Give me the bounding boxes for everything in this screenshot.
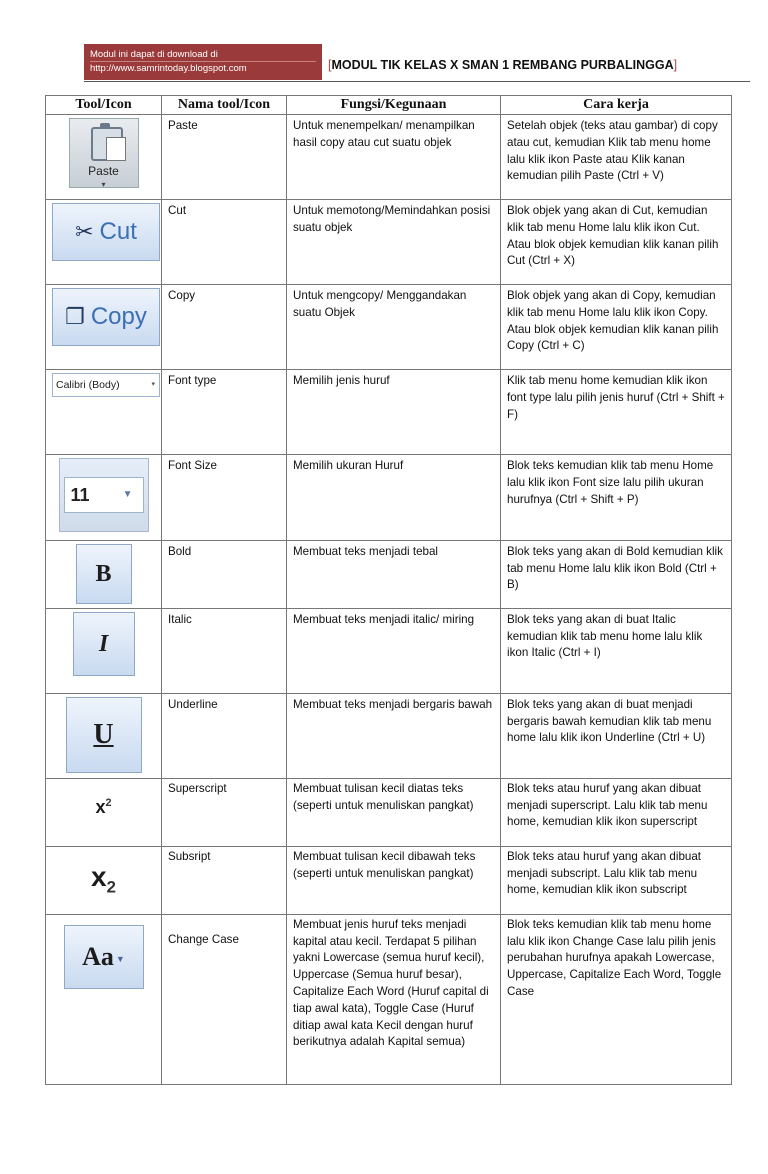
paste-icon-label: Paste [88,164,119,178]
tool-function: Membuat tulisan kecil dibawah teks (seperti untuk menuliskan pangkat) [287,846,501,914]
header-divider [84,81,750,82]
tool-function: Memilih jenis huruf [287,370,501,455]
tool-how-to: Blok objek yang akan di Copy, kemudian klik tab menu Home lalu klik ikon Copy. Atau blok objek kemudian klik kanan pilih Copy (Ctrl + C) [501,285,732,370]
copy-icon [52,288,160,346]
copy-icon-label: Copy [90,303,147,330]
table-row [46,693,732,778]
tool-how-to: Blok teks atau huruf yang akan dibuat menjadi superscript. Lalu klik tab menu home, kemudian klik ikon superscript [501,778,732,846]
table-row [46,370,732,455]
tool-name: Italic [162,608,287,693]
table-row [46,285,732,370]
tool-name: Copy [162,285,287,370]
tool-name: Change Case [162,914,287,1084]
download-note-line1: Modul ini dapat di download di [90,48,316,62]
tool-function: Membuat teks menjadi tebal [287,540,501,608]
tool-name: Paste [162,115,287,200]
tool-how-to: Setelah objek (teks atau gambar) di copy atau cut, kemudian Klik tab menu home lalu klik ikon Paste atau Klik kanan kemudian pilih Paste (Ctrl + V) [501,115,732,200]
header-function: Fungsi/Kegunaan [287,96,501,115]
tool-name: Superscript [162,778,287,846]
tool-function: Untuk mengcopy/ Menggandakan suatu Objek [287,285,501,370]
header-tool-name: Nama tool/Icon [162,96,287,115]
header-tool-icon: Tool/Icon [46,96,162,115]
tools-table [45,95,732,1085]
tool-how-to: Blok teks yang akan di buat Italic kemudian klik tab menu home lalu klik ikon Italic (Ctrl + I) [501,608,732,693]
table-row [46,914,732,1084]
module-title [328,58,677,72]
tool-how-to: Blok teks kemudian klik tab menu Home lalu klik ikon Font size lalu pilih ukuran hurufnya (Ctrl + Shift + P) [501,455,732,541]
tool-how-to: Blok objek yang akan di Cut, kemudian klik tab menu Home lalu klik ikon Cut. Atau blok objek kemudian klik kanan pilih Cut (Ctrl + X) [501,200,732,285]
tool-how-to: Blok teks atau huruf yang akan dibuat menjadi subscript. Lalu klik tab menu home, kemudian klik ikon subscript [501,846,732,914]
tool-function: Memilih ukuran Huruf [287,455,501,541]
table-row [46,540,732,608]
download-note-url[interactable]: http://www.samrintoday.blogspot.com [90,63,247,74]
font-size-icon [59,458,149,532]
copy-pages-icon: ❐ [65,304,85,329]
bold-icon: B [76,544,132,604]
cut-icon [52,203,160,261]
tool-name: Font Size [162,455,287,541]
tool-function: Membuat tulisan kecil diatas teks (seperti untuk menuliskan pangkat) [287,778,501,846]
chevron-down-icon: ▼ [115,953,125,964]
tool-function: Untuk memotong/Memindahkan posisi suatu objek [287,200,501,285]
tool-function: Membuat teks menjadi bergaris bawah [287,693,501,778]
font-type-icon [52,373,160,397]
paste-icon: Paste ▾ [69,118,139,188]
table-row [46,778,732,846]
table-row [46,455,732,541]
bracket-open: [ [328,58,332,72]
subscript-base: x [91,860,107,892]
tool-function: Membuat jenis huruf teks menjadi kapital atau kecil. Terdapat 5 pilihan yakni Lowercase (semua huruf kecil), Uppercase (Semua huruf besar), Capitalize Each Word (Huruf capital di tiap awal kata), Toggle Case (Huruf ditiap awal kata Kecil dengan huruf berikutnya adalah Kapital semua) [287,914,501,1084]
table-row [46,115,732,200]
superscript-exponent: 2 [105,796,112,809]
scissors-icon: ✂ [75,219,94,244]
tool-how-to: Klik tab menu home kemudian klik ikon font type lalu pilih jenis huruf (Ctrl + Shift + F) [501,370,732,455]
table-row [46,608,732,693]
underline-icon: U [66,697,142,773]
change-case-icon [64,925,144,989]
download-note [84,44,322,80]
chevron-down-icon: ▾ [151,381,155,388]
italic-icon: I [73,612,135,676]
font-size-value: 11 [70,485,90,505]
table-header-row [46,96,732,115]
subscript-icon [76,850,132,906]
tool-function: Untuk menempelkan/ menampilkan hasil copy atau cut suatu objek [287,115,501,200]
tool-name: Subsript [162,846,287,914]
tool-how-to: Blok teks yang akan di buat menjadi bergaris bawah kemudian klik tab menu home lalu klik ikon Underline (Ctrl + U) [501,693,732,778]
superscript-icon [79,783,129,823]
tool-how-to: Blok teks kemudian klik tab menu home lalu klik ikon Change Case lalu pilih jenis perubahan hurufnya apakah Lowercase, Uppercase, Capitalize Each Word, Toggle Case [501,914,732,1084]
module-title-text: MODUL TIK KELAS X SMAN 1 REMBANG PURBALINGGA [331,58,674,72]
tool-name: Font type [162,370,287,455]
tool-name: Cut [162,200,287,285]
header-how-to: Cara kerja [501,96,732,115]
change-case-glyph: Aa [82,941,114,971]
tool-name: Underline [162,693,287,778]
table-row [46,200,732,285]
chevron-down-icon: ▼ [122,489,133,500]
subscript-index: 2 [106,877,116,897]
tool-how-to: Blok teks yang akan di Bold kemudian klik tab menu Home lalu klik ikon Bold (Ctrl + B) [501,540,732,608]
superscript-base: x [95,796,106,817]
bracket-close: ] [673,58,678,72]
tool-function: Membuat teks menjadi italic/ miring [287,608,501,693]
font-type-value: Calibri (Body) [56,379,120,391]
cut-icon-label: Cut [99,218,137,245]
table-row [46,846,732,914]
tool-name: Bold [162,540,287,608]
